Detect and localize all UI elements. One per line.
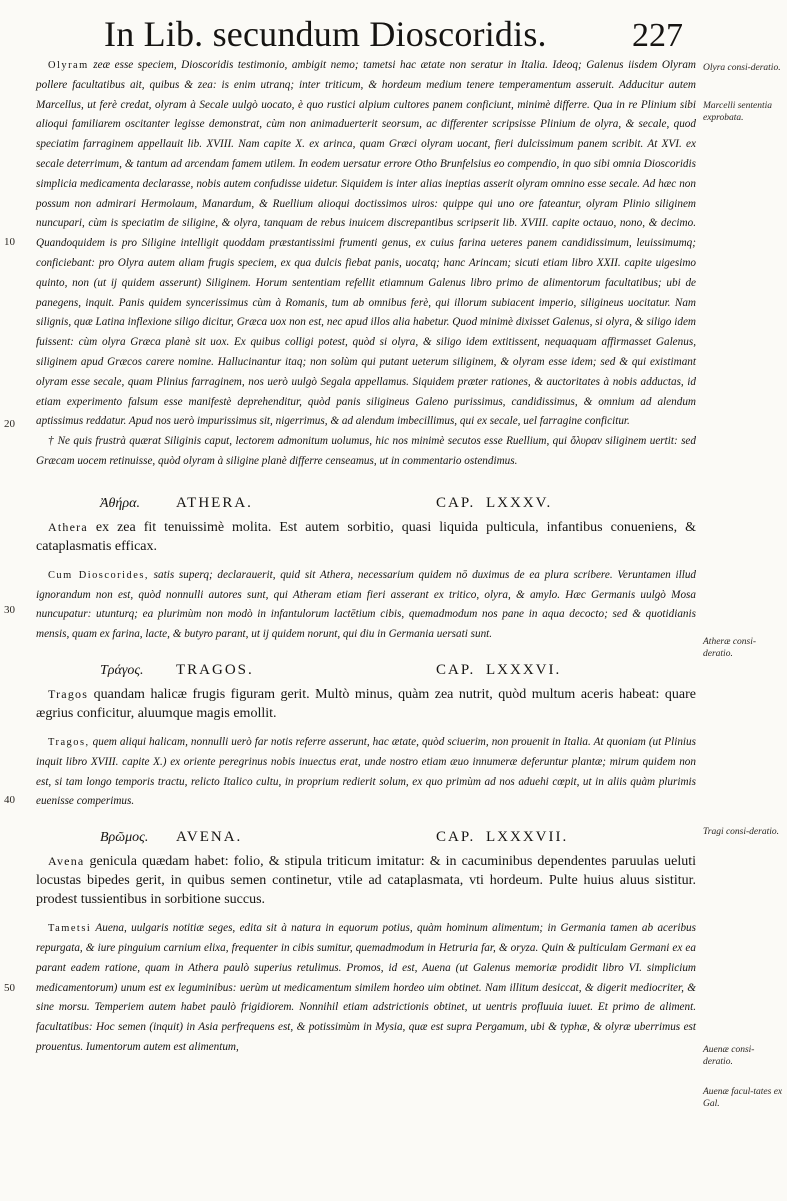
margin-note-marcellus: Marcelli sententia exprobata. [703,101,773,123]
chapter-latin-title: ATHERA. [176,494,253,511]
chapter-cap-label: CAP. [436,494,476,511]
line-number-10: 10 [4,236,15,248]
chapter-cap-label: CAP. [436,829,476,846]
chapter-greek-title: Βρῶμος. [100,830,149,846]
dioscorides-text-avena [36,852,696,909]
line-number-40: 40 [4,794,15,806]
commentary-tragos [36,733,696,812]
chapter-latin-title: TRAGOS. [176,661,254,678]
olyra-lead-word: Olyram [48,60,89,71]
chapter-number: LXXXVI. [486,661,562,678]
athera-text: ex zea fit tenuissimè molita. Est autem sorbitio, quasi liquida pulticula, infantibus conueniens, & cataplasmatis efficax. [36,519,696,554]
chapter-greek-title: Τράγος. [100,662,144,678]
avena-commentary-text: Auena, uulgaris notitiæ seges, edita sit à natura in equorum potius, quàm hominum alimentum; in Germania tamen ab aceribus repurgata, & iure pinguium carnium elixa, frequenter in cibis sumitur, quemadmodum in Hetruria far, & oryza. Quin & pulticulam Germani ex ea parant eadem ratione, quam in Athera paulò superius retulimus. Promos, id est, Auena (ut Galenus memoriæ prodidit libro VI. simplicium medicamentorum) unum est ex leguminibus: uerùm ut medicamentum similem hordeo uim obtinet. Nam illitum desiccat, & digerit mediocriter, & sine morsu. Temperiem autem habet paulò frigidiorem. Nonnihil etiam adstrictionis obtinet, ut uentris profluuia iuuet. Et primo de aliment. facultatibus: Hoc semen (inquit) in Asia perfrequens est, & potissimùm in Mysia, quæ est supra Pergamum, ubi & typhæ, & olyræ uberrimus est prouentus. Iumentorum autem est alimentum, [36,922,696,1053]
tragos-lead-word: Tragos [48,686,89,701]
tragos-commentary-lead: Tragos, [48,736,90,748]
tragos-text: quandam halicæ frugis figuram gerit. Multò minus, quàm zea nutrit, quòd multum aceris habeat: quare ægrius conficitur, aluumque magis emollit. [36,686,696,721]
line-number-20: 20 [4,418,15,430]
line-number-30: 30 [4,604,15,616]
chapter-number: LXXXV. [486,494,553,511]
chapter-heading-athera [36,488,696,518]
commentary-athera [36,566,696,645]
chapter-heading-tragos [36,655,696,685]
dioscorides-text-athera [36,518,696,556]
avena-commentary-lead: Tametsi [48,923,92,935]
margin-note-avena-facultates: Auenæ facul-tates ex Gal. [703,1087,783,1109]
page-header [0,6,700,58]
chapter-number: LXXXVII. [486,829,569,846]
athera-commentary-text: satis superq; declarauerit, quid sit Athera, necessarium quidem nō duximus de ea plura scribere. Veruntamen illud ignorandum non est, quòd nonnulli autores sunt, qui Atheram etiam fieri asserant ex tritico, olyra, & amylo. Hæc Germanis uulgò Mosa nuncupatur: utunturq; ea plurimùm non modò in infantulorum lactētium cibis, quemadmodum nos pane in aqua decocto; sed & quotidianis mensis, quam ex farina, lacte, & butyro parant, ut ij quidem norunt, qui diu in Germania uersati sunt. [36,568,697,641]
translator-note: † Ne quis frustrà quærat Siliginis caput, lectorem admonitum uolumus, hic nos minimè secutos esse Ruellium, qui ὄλυραν siliginem uertit: sed Græcam uocem retinuisse, quòd olyram à siligine planè differre censeamus, ut in commentario ostendimus. [36,435,696,467]
running-title: In Lib. secundum Dioscoridis. [104,14,547,54]
margin-note-olyra: Olyra consi-deratio. [703,63,781,73]
avena-lead-word: Avena [48,854,85,869]
olyra-commentary-text: zeæ esse speciem, Dioscoridis testimonio, ambigit nemo; tametsi hac ætate non seratur in Italia. Ideoq; Galenus iisdem Olyram pollere facultatibus ait, quibus & zea: is enim utranq; inter triticum, & hordeum medium tenere temperamentum asseruit. Adducitur autem Marcellus, ut ferè credat, olyram à Secale uulgò uocato, è quo rustici alpium cultores panem conficiunt, minimè differre. Qua in re Plinium sibi alioqui familiarem oscitanter legisse demonstrat, cùm non animaduerterit seorsum, ac differenter scripsisse Plinium de olyra, & secale, quod speciatim farraginem appellauit lib. XVIII. Nam capite X. ex arinca, quam Græci olyram uocant, fieri dulcissimum panem scribit. At XVI. ex secale deterrimum, & tantum ad arcendam famem utilem. In eodem uersatur errore Otho Brunfelsius eo compendio, in quo sibi omnia Dioscoridis simplicia medicamenta declarasse, nobis autem confudisse uidetur. Siquidem is inter alias ineptias asserit olyram omnino esse secale. Ad hæc non possum non admirari Hermolaum, Manardum, & Ruellium alioqui doctissimos uiros: quippe qui uno ore fateantur, olyram Plinio siliginem nuncupari, cùm is speciatim de siligine, & olyra, tanquam de rebus inuicem discrepantibus scripserit lib. XVIII. capite octauo, nono, & decimo. Quandoquidem is pro Siligine intelligit quoddam præstantissimi frumenti genus, ex cuius farina ueteres panem candidissimum, leuissimumq; conficiebant: pro Olyra autem aliam frugis speciem, ex qua dulcis fiebat panis, uocatq; hanc Arincam; sicuti etiam libro XXII. capite uigesimo quinto, non (ut ij quidem asserunt) Siliginem. Horum sententiam refellit etiamnum Galenus libro primo de alimentorum facultatibus; ubi de panegens, inquit. Panis quidem syncerissimus cùm à Romanis, tum ab omnibus ferè, qui illorum subiacent imperio, siligineus uocitatur. Nam silignis, quæ Latina inflexione siligo dicitur, Græca uox non est, nec apud illos alia habetur. Quod minimè dixisset Galenus, si olyra, & siligo idem fuissent: cùm olyra Græca planè sit uox. Ex quibus colligi potest, quòd si olyra, & siligo idem extitissent, nequaquam affirmasset Galenus, siliginem apud Græcos carere nomine. Hallucinantur itaq; non solùm qui putant ueterum siliginem, & olyram esse idem; sed & qui existimant olyram esse secale, quam Plinius farraginem, nos uerò uulgò Segala appellamus. Siquidem præter rationes, & auctoritates à nobis adductas, id etiam experimento falsum esse manifestè deprehenditur, quòd panis siligineus Galeno purissimus, candidissimus, & omnium ad alendum aptissimus reddatur. Apud nos uerò impurissimus sit, nigerrimus, & ad alendum imbecillimus, qui ex secale, uel farragine conficitur. [36,59,696,428]
dioscorides-text-tragos [36,685,696,723]
chapter-greek-title: Ἀθήρα. [100,495,140,511]
margin-note-tragos: Tragi consi-deratio. [703,827,780,837]
avena-text: genicula quædam habet: folio, & stipula triticum imitatur: & in cacuminibus dependentes paruulas ueluti locustas bipedes gerit, in quibus semen continetur, vtile ad cataplasmata, vti hordeum. Pulte huius aluus sistitur. prodest tussientibus in sorbitione succus. [36,854,696,908]
chapter-cap-label: CAP. [436,661,476,678]
athera-lead-word: Athera [48,519,88,534]
commentary-avena [36,919,696,1058]
line-number-50: 50 [4,982,15,994]
tragos-commentary-text: quem aliqui halicam, nonnulli uerò far notis referre asserunt, hac ætate, quòd sciuerim, non prouenit in Italia. At quoniam (ut Plinius inquit libro XVIII. capite X.) ex oriente peregrinus nobis inuectus erat, unde nostro etiam æuo innumeræ deferuntur plantæ; mirum quidem non est, si tam longo temporis tractu, relicto Italico cultu, in proprium redierit solum, ex quo primùm ad nos aduehi cœpit, ut in aliis quàm plurimis euenisse comperimus. [36,735,696,808]
margin-note-athera: Atheræ consi-deratio. [703,637,757,659]
chapter-latin-title: AVENA. [176,829,243,846]
chapter-heading-avena [36,822,696,852]
olyra-commentary [36,56,696,432]
margin-note-avena: Auenæ consi-deratio. [703,1045,755,1067]
main-text [36,56,696,1058]
athera-commentary-lead: Cum Dioscorides, [48,569,149,581]
page-number: 227 [632,17,683,54]
